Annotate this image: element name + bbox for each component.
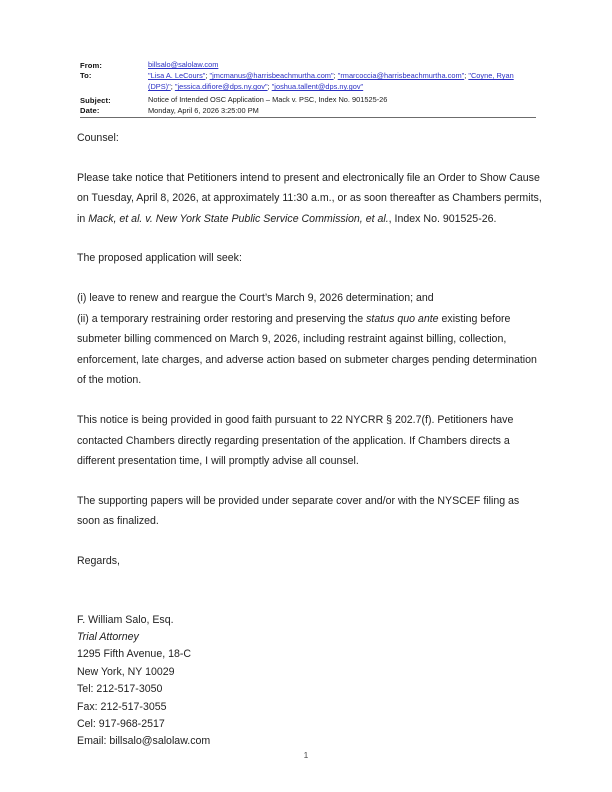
salutation: Counsel:: [77, 132, 119, 144]
signature-address-line-1: 1295 Fifth Avenue, 18-C: [77, 648, 192, 661]
closing-regards: Regards,: [77, 554, 120, 567]
email-header-row-to: [80, 70, 536, 92]
from-email-link[interactable]: billsalo@salolaw.com: [148, 60, 219, 69]
relief-item-ii-text-a: (ii) a temporary restraining order restoring and preserving the: [77, 312, 367, 325]
signature-name: F. William Salo, Esq.: [77, 613, 174, 626]
email-header-row-subject: [80, 95, 536, 105]
header-divider: [80, 117, 536, 118]
signature-telephone: Tel: 212-517-3050: [77, 683, 163, 696]
paragraph-application-intro: The proposed application will seek:: [77, 252, 242, 265]
paragraph-good-faith: This notice is being provided in good faith pursuant to 22 NYCRR § 202.7(f). Petitioners have contacted Chambers directly regarding presentation of the application. If Chambers directs a different presentation time, I will promptly advise all counsel.: [77, 413, 514, 468]
subject-value: Notice of Intended OSC Application – Mack v. PSC, Index No. 901525-26: [148, 95, 388, 105]
signature-email: Email: billsalo@salolaw.com: [77, 735, 211, 748]
email-header-row-from: [80, 60, 536, 70]
signature-title: Trial Attorney: [77, 630, 139, 643]
paragraph-relief-items: [77, 288, 542, 391]
paragraph-supporting-papers: The supporting papers will be provided under separate cover and/or with the NYSCEF filing as soon as finalized.: [77, 494, 520, 528]
paragraph-notice-text-a: Please take notice that Petitioners intend to present and electronically file an Order to Show Cause on Tuesday, April 8, 2026, at approximately 11:30 a.m., or as soon thereafter as Chambers permits, in: [77, 171, 542, 225]
relief-item-ii-text-b: existing before submeter billing commenced on March 9, 2026, including restraint against billing, collection, enforcement, late charges, and adverse action based on submeter charges pending determination of the motion.: [77, 312, 537, 387]
to-recipient-link-5[interactable]: "joshua.tallent@dps.ny.gov": [271, 82, 364, 92]
email-header: [80, 60, 536, 116]
date-label: Date:: [80, 106, 100, 116]
to-recipient-link-3[interactable]: "Coyne, Ryan (DPS)": [148, 71, 514, 92]
to-label: To:: [80, 70, 92, 80]
signature-block: [77, 612, 542, 751]
paragraph-notice-text-b: , Index No. 901525-26.: [388, 212, 497, 225]
signature-address-line-2: New York, NY 10029: [77, 665, 175, 678]
paragraph-notice: [77, 168, 542, 230]
date-value: Monday, April 6, 2026 3:25:00 PM: [148, 105, 259, 115]
to-recipient-link-4[interactable]: "jessica.difiore@dps.ny.gov": [174, 82, 268, 92]
to-value: "Lisa A. LeCours"; "jmcmanus@harrisbeachmurtha.com"; "rmarcoccia@harrisbeachmurtha.com"; "Coyne, Ryan (DPS)"; "jessica.difiore@dps.ny.gov"; "joshua.tallent@dps.ny.gov": [148, 71, 514, 92]
to-recipient-link-2[interactable]: "rmarcoccia@harrisbeachmurtha.com": [337, 71, 465, 81]
subject-label: Subject:: [80, 95, 111, 105]
relief-item-i: (i) leave to renew and reargue the Court’s March 9, 2026 determination; and: [77, 291, 434, 304]
signature-cell: Cel: 917-968-2517: [77, 717, 165, 730]
email-header-row-date: [80, 106, 536, 116]
email-body: [77, 128, 542, 751]
to-recipient-link-0[interactable]: "Lisa A. LeCours": [148, 71, 206, 81]
page-number: 1: [303, 750, 309, 760]
to-recipient-link-1[interactable]: "jmcmanus@harrisbeachmurtha.com": [209, 71, 334, 81]
case-caption: Mack, et al. v. New York State Public Service Commission, et al.: [88, 212, 389, 225]
from-value: [148, 60, 536, 69]
signature-fax: Fax: 212-517-3055: [77, 700, 167, 713]
status-quo-ante-italic: status quo ante: [366, 312, 439, 325]
from-label: From:: [80, 60, 103, 70]
